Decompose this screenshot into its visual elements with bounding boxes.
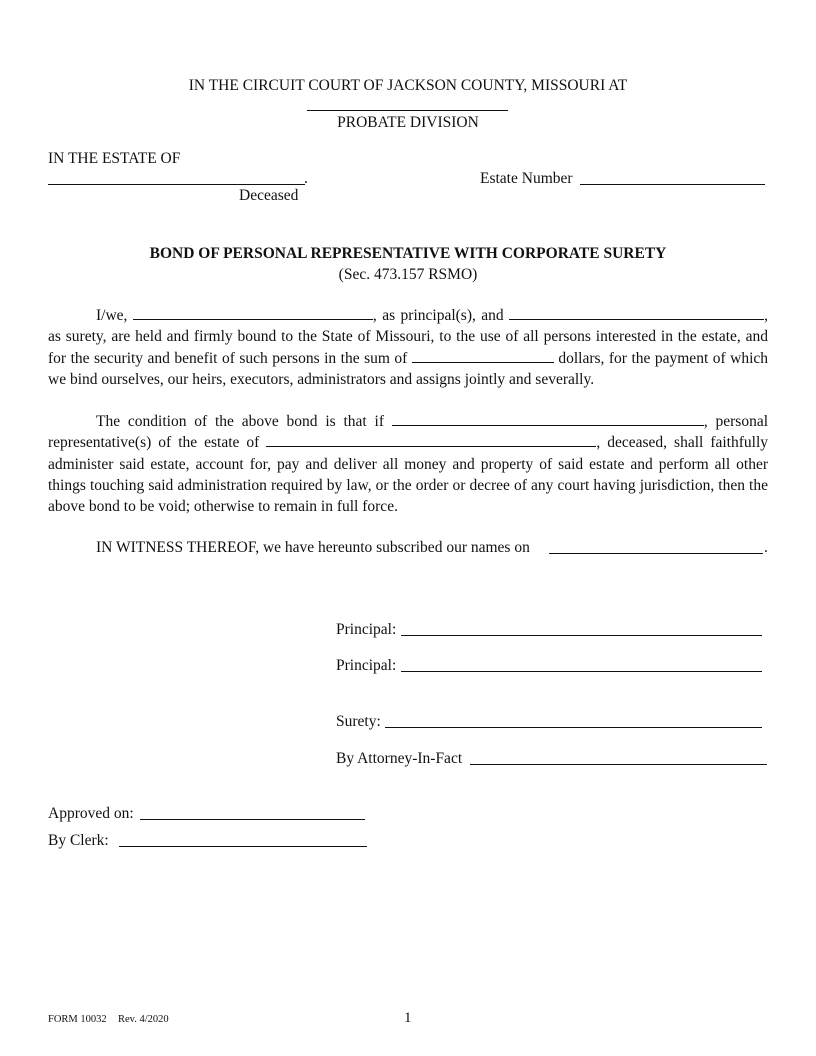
deceased-label: Deceased	[239, 187, 299, 204]
form-revision: Rev. 4/2020	[118, 1014, 169, 1025]
attorney-in-fact-signature-field[interactable]	[470, 750, 767, 765]
estate-of-label: IN THE ESTATE OF	[48, 150, 181, 167]
estate-number-label: Estate Number	[480, 170, 573, 187]
surety-label: Surety:	[336, 713, 381, 730]
court-location-field[interactable]	[307, 96, 508, 111]
estate-name-field[interactable]	[48, 170, 305, 185]
approved-on-label: Approved on:	[48, 805, 134, 822]
witness-text: IN WITNESS THEREOF, we have hereunto subscribed our names on	[96, 539, 530, 556]
division-heading: PROBATE DIVISION	[337, 114, 479, 131]
estate-number-field[interactable]	[580, 170, 765, 185]
surety-signature-field[interactable]	[385, 713, 762, 728]
witness-period: .	[764, 539, 768, 556]
by-clerk-field[interactable]	[119, 832, 367, 847]
principal-1-label: Principal:	[336, 621, 397, 638]
approved-on-field[interactable]	[140, 805, 365, 820]
bond-paragraph	[48, 305, 768, 390]
administer-text: , deceased, shall faithfully administer said estate, account for, pay and deliver all money and property of said estate and perform all other things touching said administration required by law, or the order or decree of any court having jurisdiction, then the above bond to be void; otherwise to remain in full force.	[48, 434, 769, 516]
principal-2-signature-field[interactable]	[401, 657, 762, 672]
comma-text: ,	[764, 307, 769, 324]
condition-text: The condition of the above bond is that if	[96, 413, 384, 430]
page-number: 1	[404, 1010, 412, 1026]
bond-amount-field[interactable]	[412, 348, 554, 363]
attorney-in-fact-label: By Attorney-In-Fact	[336, 750, 463, 767]
witness-date-field[interactable]	[549, 539, 763, 554]
condition-paragraph	[48, 411, 768, 517]
as-principal-text: , as principal(s), and	[372, 307, 504, 324]
principal-1-signature-field[interactable]	[401, 621, 762, 636]
representative-text: , personal representative(s) of the estate of	[48, 413, 769, 452]
form-number: FORM 10032	[48, 1014, 107, 1025]
principal-2-label: Principal:	[336, 657, 397, 674]
estate-name-period: .	[304, 170, 308, 187]
bound-text: as surety, are held and firmly bound to the State of Missouri, to the use of all persons interested in the estate, and for the security and benefit of such persons in the sum of	[48, 328, 768, 367]
by-clerk-label: By Clerk:	[48, 832, 109, 849]
document-title: BOND OF PERSONAL REPRESENTATIVE WITH CORPORATE SURETY	[149, 245, 667, 262]
principal-name-field[interactable]	[133, 305, 373, 320]
decedent-name-field[interactable]	[266, 432, 596, 447]
iwe-text: I/we,	[96, 307, 128, 324]
statute-reference: (Sec. 473.157 RSMO)	[338, 266, 478, 283]
surety-name-field[interactable]	[509, 305, 764, 320]
representative-name-field[interactable]	[392, 411, 704, 426]
court-heading: IN THE CIRCUIT COURT OF JACKSON COUNTY, MISSOURI AT	[188, 77, 628, 94]
bind-ourselves-text: dollars, for the payment of which we bind ourselves, our heirs, executors, administrators and assigns jointly and severally.	[48, 349, 769, 388]
